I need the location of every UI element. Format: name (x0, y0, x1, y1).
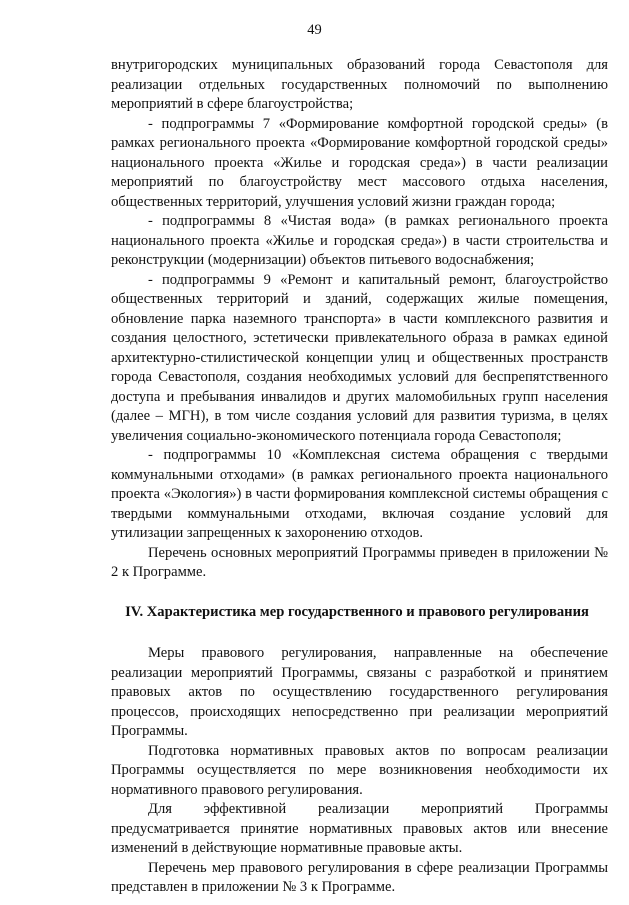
paragraph-appendix-3-reference: Перечень мер правового регулирования в сфере реализации Программы представлен в приложении № 3 к Программе. (111, 859, 608, 895)
paragraph-appendix-2-reference: Перечень основных мероприятий Программы приведен в приложении № 2 к Программе. (111, 544, 608, 580)
paragraph: внутригородских муниципальных образований города Севастополя для реализации отдельных государственных полномочий по выполнению мероприятий в сфере благоустройства; (111, 57, 608, 112)
paragraph-effective-implementation: Для эффективной реализации мероприятий Программы предусматривается принятие нормативных правовых актов или внесение изменений в действующие нормативные правовые акты. (111, 801, 608, 856)
list-item-subprogram-10: - подпрограммы 10 «Комплексная система обращения с твердыми коммунальными отходами» (в рамках регионального проекта национального проекта «Экология») в части формирования комплексной системы обращения с твердыми коммунальными отходами, включая создание условий для утилизации запрещенных к захоронению отходов. (111, 447, 608, 541)
document-body (111, 56, 608, 898)
list-item-subprogram-8: - подпрограммы 8 «Чистая вода» (в рамках регионального проекта национального проекта «Жилье и городская среда») в части строительства и реконструкции (модернизации) объектов питьевого водоснабжения; (111, 213, 608, 268)
list-item-subprogram-9: - подпрограммы 9 «Ремонт и капитальный ремонт, благоустройство общественных территорий и зданий, содержащих жилые помещения, обновление парка наземного транспорта» в части комплексного развития и создания целостного, эстетически привлекательного образа в рамках единой архитектурно-стилистической концепции улиц и общественных пространств города Севастополя, создания необходимых условий для беспрепятственного доступа и пребывания инвалидов и других маломобильных групп населения (далее – МГН), в том числе создания условий для развития туризма, в целях увеличения социально-экономического потенциала города Севастополя; (111, 271, 608, 444)
paragraph-acts-preparation: Подготовка нормативных правовых актов по вопросам реализации Программы осуществляется по мере возникновения необходимости их нормативного правового регулирования. (111, 742, 608, 798)
list-item-subprogram-7: - подпрограммы 7 «Формирование комфортной городской среды» (в рамках регионального проекта «Формирование комфортной городской среды» национального проекта «Жилье и городская среда») в части реализации мероприятий по благоустройству мест массового отдыха населения, общественных территорий, улучшения условий жизни граждан города; (111, 115, 608, 210)
page-number: 49 (307, 22, 322, 38)
paragraph-legal-measures: Меры правового регулирования, направленные на обеспечение реализации мероприятий Программы, связаны с разработкой и принятием правовых актов по осуществлению государственного регулирования процессов, происходящих непосредственно при реализации мероприятий Программы. (111, 645, 608, 739)
section-heading: IV. Характеристика мер государственного и правового регулирования (125, 603, 589, 620)
